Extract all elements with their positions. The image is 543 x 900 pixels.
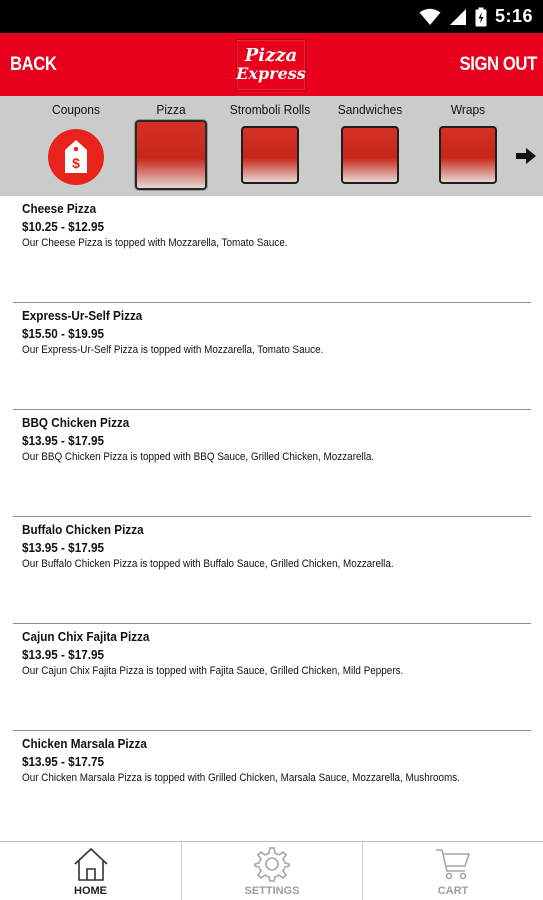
pizza-category-image: [135, 120, 207, 190]
status-time: 5:16: [494, 6, 533, 26]
item-description: Our Chicken Marsala Pizza is topped with Grilled Chicken, Marsala Sauce, Mozzarella, Mushrooms.: [22, 772, 460, 784]
item-price: $13.95 - $17.95: [22, 647, 104, 662]
nav-label: SETTINGS: [244, 885, 300, 897]
coupon-tag-icon: [48, 129, 104, 185]
item-description: Our Cajun Chix Fajita Pizza is topped with Fajita Sauce, Grilled Chicken, Mild Peppers.: [22, 665, 404, 677]
home-icon: [72, 845, 110, 883]
category-label: Pizza: [156, 102, 186, 117]
category-label: Stromboli Rolls: [229, 102, 311, 117]
sign-out-button[interactable]: SIGN OUT: [459, 53, 537, 75]
item-description: Our BBQ Chicken Pizza is topped with BBQ Sauce, Grilled Chicken, Mozzarella.: [22, 451, 375, 463]
logo-line-express: Express: [236, 64, 306, 84]
category-label: Sandwiches: [337, 102, 403, 117]
item-price: $15.50 - $19.95: [22, 326, 104, 341]
menu-item-express-ur-self-pizza[interactable]: [13, 303, 531, 410]
sandwiches-category-image: [341, 126, 399, 184]
wifi-icon: [419, 8, 441, 26]
nav-home[interactable]: [0, 842, 181, 900]
status-bar: [0, 0, 543, 33]
item-name: Cheese Pizza: [22, 201, 97, 216]
bottom-navigation: [0, 841, 543, 900]
category-wraps[interactable]: [422, 96, 514, 196]
category-bar: [0, 96, 543, 196]
menu-item-buffalo-chicken-pizza[interactable]: [13, 517, 531, 624]
item-description: Our Express-Ur-Self Pizza is topped with Mozzarella, Tomato Sauce.: [22, 344, 324, 356]
stromboli-category-image: [241, 126, 299, 184]
battery-icon: [475, 7, 487, 27]
item-price: $13.95 - $17.75: [22, 754, 104, 769]
cart-icon: [434, 845, 472, 883]
arrow-right-icon[interactable]: [514, 146, 538, 166]
item-name: Cajun Chix Fajita Pizza: [22, 629, 150, 644]
category-label: Wraps: [450, 102, 486, 117]
menu-item-chicken-marsala-pizza[interactable]: [13, 731, 531, 838]
item-description: Our Buffalo Chicken Pizza is topped with Buffalo Sauce, Grilled Chicken, Mozzarella.: [22, 558, 394, 570]
item-price: $13.95 - $17.95: [22, 433, 104, 448]
menu-item-cheese-pizza[interactable]: [13, 196, 531, 303]
menu-item-bbq-chicken-pizza[interactable]: [13, 410, 531, 517]
item-name: Express-Ur-Self Pizza: [22, 308, 143, 323]
item-name: BBQ Chicken Pizza: [22, 415, 130, 430]
nav-settings[interactable]: [181, 842, 362, 900]
signal-icon: [449, 8, 467, 26]
nav-label: HOME: [74, 885, 107, 897]
item-price: $10.25 - $12.95: [22, 219, 104, 234]
item-name: Chicken Marsala Pizza: [22, 736, 147, 751]
gear-icon: [253, 845, 291, 883]
item-description: Our Cheese Pizza is topped with Mozzarella, Tomato Sauce.: [22, 237, 288, 249]
app-header: [0, 33, 543, 96]
category-sandwiches[interactable]: [324, 96, 416, 196]
pizza-express-logo: [236, 39, 306, 91]
status-icons: [419, 0, 543, 33]
back-button[interactable]: BACK: [10, 53, 57, 75]
svg-text:$: $: [72, 155, 80, 171]
nav-cart[interactable]: [362, 842, 543, 900]
logo-line-pizza: Pizza: [244, 45, 298, 67]
category-coupons[interactable]: [30, 96, 122, 196]
item-name: Buffalo Chicken Pizza: [22, 522, 144, 537]
wraps-category-image: [439, 126, 497, 184]
nav-label: CART: [437, 885, 469, 897]
category-label: Coupons: [52, 102, 100, 117]
category-pizza[interactable]: [125, 96, 217, 196]
menu-item-cajun-chix-fajita-pizza[interactable]: [13, 624, 531, 731]
category-stromboli-rolls[interactable]: [224, 96, 316, 196]
item-price: $13.95 - $17.95: [22, 540, 104, 555]
